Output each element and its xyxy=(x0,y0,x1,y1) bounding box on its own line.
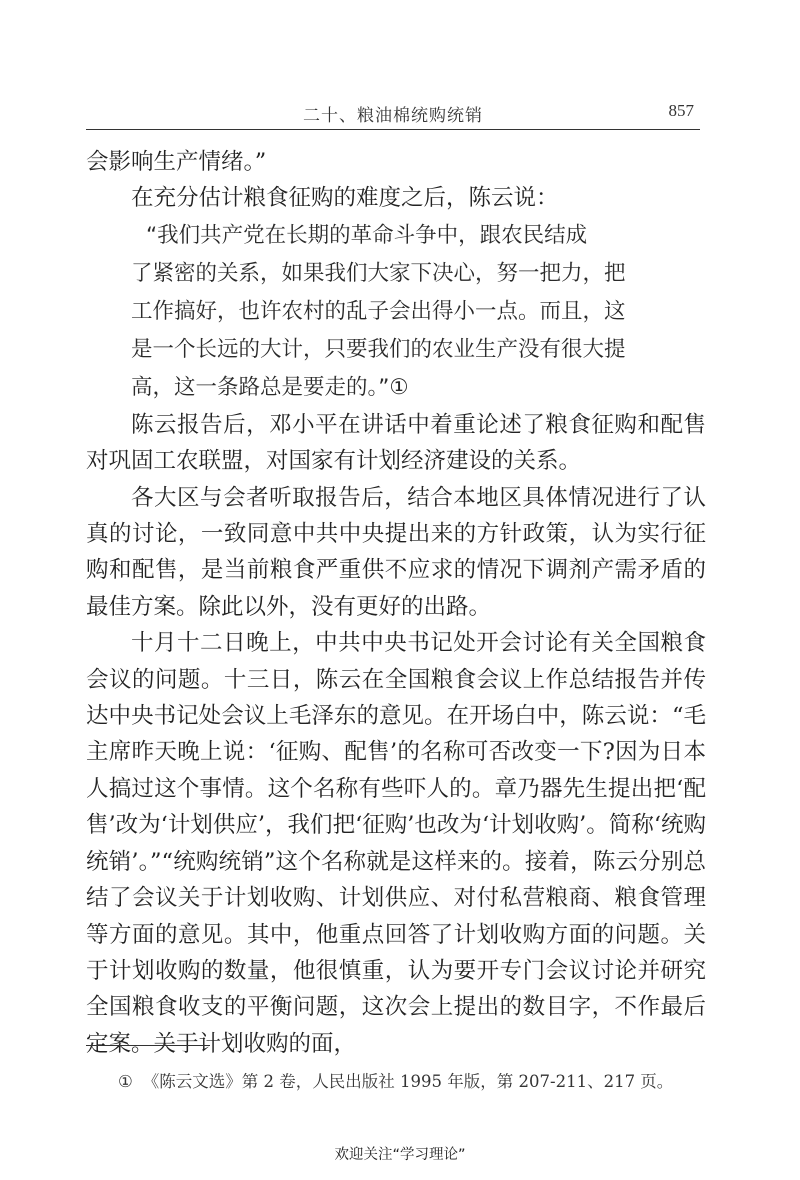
paragraph-continuation: 会影响生产情绪。” xyxy=(86,149,267,175)
footnote-divider xyxy=(86,1045,210,1046)
footnote xyxy=(118,1068,718,1092)
page-number: 857 xyxy=(668,101,694,120)
paragraph: 陈云报告后，邓小平在讲话中着重论述了粮食征购和配售对巩固工农联盟，对国家有计划经济建设的关系。 xyxy=(86,411,706,475)
quote-line: 高，这一条路总是要走的。”① xyxy=(131,374,409,400)
block-quote xyxy=(131,217,691,407)
paragraph: 各大区与会者听取报告后，结合本地区具体情况进行了认真的讨论，一致同意中共中央提出来的方针政策，认为实行征购和配售，是当前粮食严重供不应求的情况下调剂产需矛盾的最佳方案。除此以外，没有更好的出路。 xyxy=(86,484,706,620)
chapter-title: 二十、粮油棉统购统销 xyxy=(303,106,483,126)
footnote-text: 《陈云文选》第 2 卷，人民出版社 1995 年版，第 207-211、217 页。 xyxy=(142,1072,674,1091)
running-header xyxy=(86,101,700,130)
quote-line: 了紧密的关系，如果我们大家下决心，努一把力，把 xyxy=(131,260,626,286)
quote-line: “我们共产党在长期的革命斗争中，跟农民结成 xyxy=(146,222,588,248)
quote-line: 是一个长远的大计，只要我们的农业生产没有很大提 xyxy=(131,336,626,362)
paragraph: 十月十二日晚上，中共中央书记处开会讨论有关全国粮食会议的问题。十三日，陈云在全国粮食会议上作总结报告并传达中央书记处会议上毛泽东的意见。在开场白中，陈云说：“毛主席昨天晚上说：‘征购、配售’的名称可否改变一下?因为日本人搞过这个事情。这个名称有些吓人的。章乃器先生提出把‘配售’改为‘计划供应’，我们把‘征购’也改为‘计划收购’。简称‘统购统销’。”“统购统销”这个名称就是这样来的。接着，陈云分别总结了会议关于计划收购、计划供应、对付私营粮商、粮食管理等方面的意见。其中，他重点回答了计划收购方面的问题。关于计划收购的数量，他很慎重，认为要开专门会议讨论并研究全国粮食收支的平衡问题，这次会上提出的数目字，不作最后定案。关于计划收购的面， xyxy=(86,630,706,1057)
quote-line: 工作搞好，也许农村的乱子会出得小一点。而且，这 xyxy=(131,298,626,324)
body-text xyxy=(86,144,706,1062)
paragraph-intro-quote: 在充分估计粮食征购的难度之后，陈云说： xyxy=(131,185,559,212)
footnote-mark: ① xyxy=(118,1072,133,1091)
watermark-caption: 欢迎关注“学习理论” xyxy=(334,1147,466,1163)
